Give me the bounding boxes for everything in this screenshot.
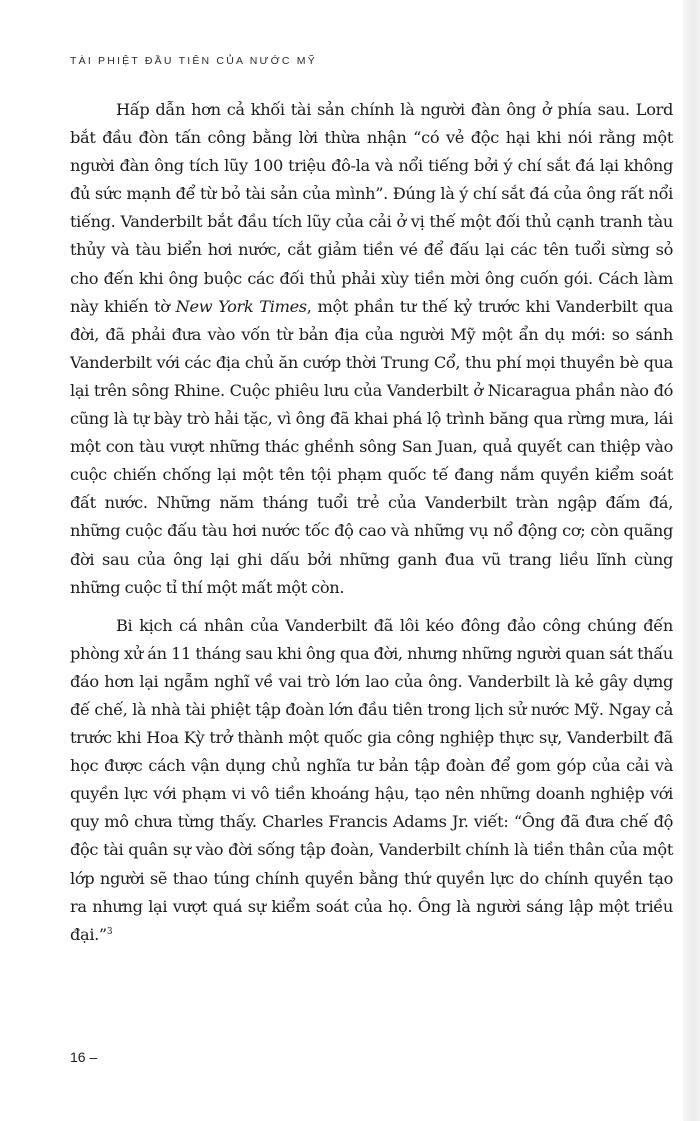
paragraph-2-text: Bi kịch cá nhân của Vanderbilt đã lôi kéo đông đảo công chúng đến phòng xử án 11 tháng sau khi ông qua đời, nhưng những người quan sát thấu đáo hơn lại ngẫm nghĩ về vai trò lớn lao của ông. Vanderbilt là kẻ gây dựng đế chế, là nhà tài phiệt tập đoàn lớn đầu tiên trong lịch sử nước Mỹ. Ngay cả trước khi Hoa Kỳ trở thành một quốc gia công nghiệp thực sự, Vanderbilt đã học được cách vận dụng chủ nghĩa tư bản tập đoàn để gom góp của cải và quyền lực với phạm vi vô tiền khoáng hậu, tạo nên những doanh nghiệp với quy mô chưa từng thấy. Charles Francis Adams Jr. viết: “Ông đã đưa chế độ độc tài quân sự vào đời sống tập đoàn, Vanderbilt chính là tiền thân của một lớp người sẽ thao túng chính quyền bằng thứ quyền lực do chính quyền tạo ra nhưng lại vượt quá sự kiểm soát của họ. Ông là người sáng lập một triều đại.” — [70, 615, 673, 944]
paragraph-1 — [70, 96, 673, 602]
body-text — [70, 96, 673, 949]
running-head: TÀI PHIỆT ĐẦU TIÊN CỦA NƯỚC MỸ — [70, 55, 317, 67]
page-edge-shadow — [683, 0, 700, 1121]
page-number: 16 – — [70, 1049, 98, 1065]
footnote-ref[interactable]: 3 — [106, 926, 113, 937]
paragraph-1-text-a: Hấp dẫn hơn cả khối tài sản chính là người đàn ông ở phía sau. Lord bắt đầu đòn tấn công bằng lời thừa nhận “có vẻ độc hại khi nói rằng một người đàn ông tích lũy 100 triệu đô-la và nổi tiếng bởi ý chí sắt đá lại không đủ sức mạnh để từ bỏ tài sản của mình”. Đúng là ý chí sắt đá của ông rất nổi tiếng. Vanderbilt bắt đầu tích lũy của cải ở vị thế một đối thủ cạnh tranh tàu thủy và tàu biển hơi nước, cắt giảm tiền vé để đấu lại các tên tuổi sừng sỏ cho đến khi ông buộc các đối thủ phải xùy tiền mời ông cuốn gói. Cách làm này khiến tờ — [70, 100, 673, 316]
paragraph-2 — [70, 612, 673, 949]
publication-title: New York Times — [175, 296, 307, 316]
paragraph-1-text-b: , một phần tư thế kỷ trước khi Vanderbilt qua đời, đã phải đưa vào vốn từ bản địa của người Mỹ một ẩn dụ mới: so sánh Vanderbilt với các địa chủ ăn cướp thời Trung Cổ, thu phí mọi thuyền bè qua lại trên sông Rhine. Cuộc phiêu lưu của Vanderbilt ở Nicaragua phần nào đó cũng là tự bày trò hải tặc, vì ông đã khai phá lộ trình băng qua rừng mưa, lái một con tàu vượt những thác ghềnh sông San Juan, quả quyết can thiệp vào cuộc chiến chống lại một tên tội phạm quốc tế đang nắm quyền kiểm soát đất nước. Những năm tháng tuổi trẻ của Vanderbilt tràn ngập đấm đá, những cuộc đấu tàu hơi nước tốc độ cao và những vụ nổ động cơ; còn quãng đời sau của ông lại ghi dấu bởi những ganh đua vũ trang liều lĩnh cùng những cuộc tỉ thí một mất một còn. — [70, 296, 673, 597]
